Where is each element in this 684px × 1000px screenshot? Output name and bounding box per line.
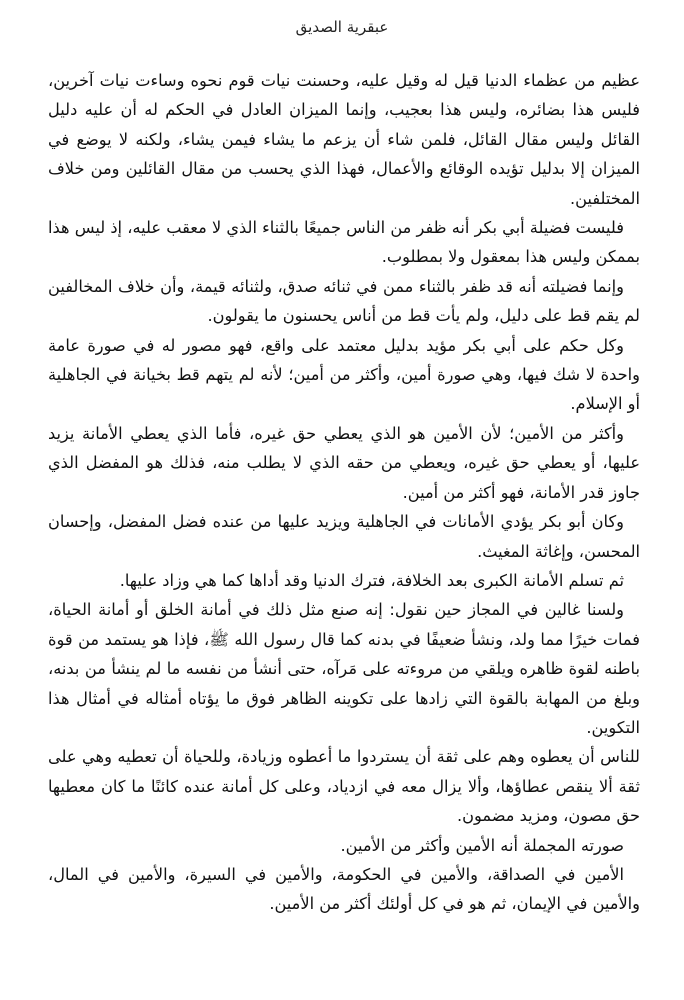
paragraph: ولسنا غالين في المجاز حين نقول: إنه صنع مثل ذلك في أمانة الخلق أو أمانة الحياة، فمات خيرًا مما ولد، ونشأ ضعيفًا في بدنه كما قال رسول الله ﷺ، فإذا هو يستمد من قوة باطنه لقوة ظاهره ويلقي من مروءته على مَرآه، حتى أنشأ من نفسه ما لم ينشأ من بدنه، وبلغ من المهابة بالقوة التي زادها على تكوينه الظاهر فوق ما يؤتاه أمثاله في أمثال هذا التكوين.	[48, 600, 640, 737]
paragraph: الأمين في الصداقة، والأمين في الحكومة، والأمين في السيرة، والأمين في المال، والأمين في الإيمان، ثم هو في كل أولئك أكثر من الأمين.	[48, 864, 640, 914]
paragraph: وكان أبو بكر يؤدي الأمانات في الجاهلية ويزيد عليها من عنده فضل المفضل، وإحسان المحسن، وإغاثة المغيث.	[48, 512, 640, 561]
paragraph: صورته المجملة أنه الأمين وأكثر من الأمين.	[340, 835, 624, 855]
body-text	[48, 66, 640, 919]
paragraph: وكل حكم على أبي بكر مؤيد بدليل معتمد على واقع، فهو مصور له في صورة عامة واحدة لا شك فيها، وهي صورة أمين، وأكثر من أمين؛ لأنه لم يتهم قط بخيانة في الجاهلية أو الإسلام.	[48, 335, 640, 414]
paragraph: عظيم من عظماء الدنيا قيل له وقيل عليه، وحسنت نيات قوم نحوه وساءت نيات آخرين، فليس هذا بضائره، وليس هذا بعجيب، وإنما الميزان العادل في الحكم له أن عليه دليل القائل وليس مقال القائل، فلمن شاء أن يزعم ما يشاء فيمن يشاء، ولكنه لا يوضع في الميزان إلا بدليل تؤيده الوقائع والأعمال، فهذا الذي يحسب من مقال القائلين ومن خلاف المختلفين.	[48, 71, 640, 208]
running-header-title: عبقرية الصديق	[295, 18, 389, 36]
paragraph: ثم تسلم الأمانة الكبرى بعد الخلافة، فترك الدنيا وقد أداها كما هي وزاد عليها.	[119, 570, 624, 590]
paragraph: وإنما فضيلته أنه قد ظفر بالثناء ممن في ثنائه صدق، ولثنائه قيمة، وأن خلاف المخالفين لم يقم قط على دليل، ولم يأت قط من أناس يحسنون ما يقولون.	[48, 276, 640, 326]
paragraph: فليست فضيلة أبي بكر أنه ظفر من الناس جميعًا بالثناء الذي لا معقب عليه، إذ ليس هذا بممكن وليس هذا بمعقول ولا بمطلوب.	[48, 218, 640, 267]
paragraph: للناس أن يعطوه وهم على ثقة أن يستردوا ما أعطوه وزيادة، وللحياة أن تعطيه وهي على ثقة ألا ينقص عطاؤها، وألا يزال معه في ازدياد، وعلى كل أمانة عنده كائنًا ما كان معطيها حق مصون، ومزيد مضمون.	[48, 747, 640, 826]
paragraph: وأكثر من الأمين؛ لأن الأمين هو الذي يعطي حق غيره، فأما الذي يعطي الأمانة يزيد عليها، أو يعطي حق غيره، ويعطي من حقه الذي لا يطلب منه، فذلك هو المفضل الذي جاوز قدر الأمانة، فهو أكثر من أمين.	[48, 423, 640, 502]
